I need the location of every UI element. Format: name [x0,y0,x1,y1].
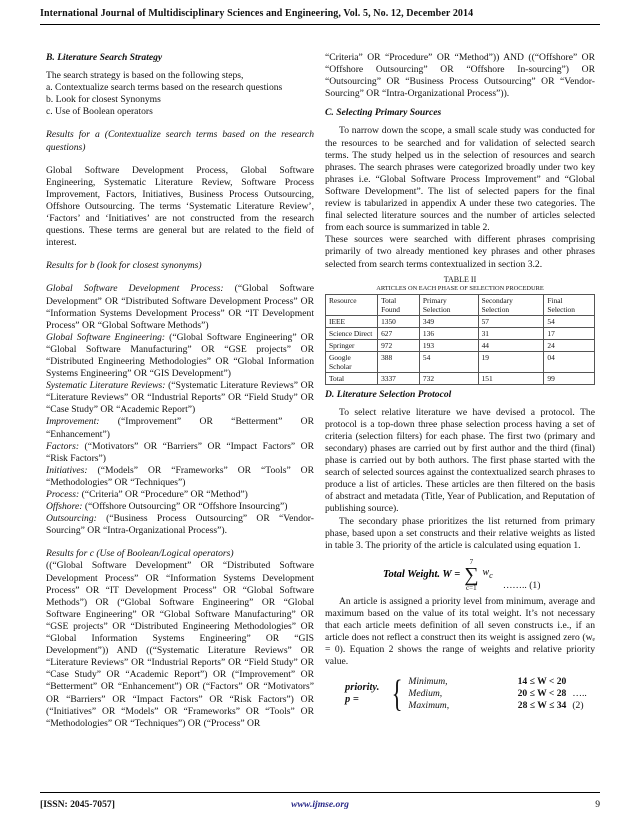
table-cell: 31 [478,327,544,339]
summation-symbol: 7 ∑ c=1 [464,557,479,592]
table-cell: 19 [478,351,544,372]
synonym-entry: Offshore: (“Offshore Outsourcing” OR “Offshore Insourcing”) [46,501,288,513]
table-row [326,315,595,327]
table-cell: 04 [544,351,595,372]
table-cell: 57 [478,315,544,327]
table-cell: 17 [544,327,595,339]
synonym-entry: Improvement: (“Improvement” OR “Betterment” OR “Enhancement”) [46,416,314,440]
table-subtitle: ARTICLES ON EACH PHASE OF SELECTION PROCEDURE [376,284,544,292]
paragraph-d1: To select relative literature we have devised a protocol. The protocol is a top-down three phase selection process having a set of criteria (selection filters) for each phase. The first two (primary and secondary) phases are carried out by first author and the third (final) phase is carried out by both authors. The first phase started with the search of selected sources against the contextualized search phrases to produce a list of articles. These articles are then filtered on the basis of abstract and metadata (Title, Year of Publication, and Reputation of publishing source). [325,406,595,515]
boolean-query: ((“Global Software Development” OR “Distributed Software Development Process” OR “Information Systems Development Process” OR “IT Development Process” OR “Global Software Methods”) OR (“Global Software Engineering” OR “Global Software Engineering” OR “Global Software Manufacturing” OR “GSE projects” OR “Distributed Engineering Methodologies” OR “Global Information Systems Engineering” OR “GIS Development”)) AND ((“Systematic Literature Reviews” OR “Literature Reviews” OR “Industrial Reports” OR “Field Study” OR “Case Study” OR “Academic Report”) OR (“Improvement” OR “Betterment” OR “Enhancement”) OR (“Factors” OR “Motivators” OR “Barriers” OR “Impact Factors” OR “Risk Factors”) OR (“Initiatives” OR “Models” OR “Frameworks” OR “Tools” OR “Methodologies” OR “Techniques”) OR (“Process” OR [46,560,314,729]
table-cell: Total [326,372,378,384]
table-cell: 732 [419,372,478,384]
page-number: 9 [595,799,600,810]
table-cell: 349 [419,315,478,327]
table-header-cell: Resource [326,294,378,315]
table-cell: Springer [326,339,378,351]
equation-1-number: …….. (1) [502,579,541,591]
left-column [46,52,314,730]
search-strategy-steps [46,70,314,118]
synonym-entry: Factors: (“Motivators” OR “Barriers” OR “Impact Factors” OR “Risk Factors”) [46,440,314,464]
section-heading-c: C. Selecting Primary Sources [325,107,442,119]
table-cell: 193 [419,339,478,351]
table-header-cell: Secondary Selection [478,294,544,315]
table-cell: 972 [378,339,420,351]
priority-cases [408,676,566,712]
journal-header: International Journal of Multidisciplinary Sciences and Engineering, Vol. 5, No. 12, December 2014 [40,8,474,19]
right-column [325,52,595,716]
table-cell: IEEE [326,315,378,327]
priority-case: Medium, 20 ≤ W < 28 [408,688,567,700]
table-row [326,351,595,372]
synonym-list [46,283,314,537]
table-cell: 627 [378,327,420,339]
table-cell: 54 [419,351,478,372]
synonym-entry: Global Software Development Process: (“Global Software Development” OR “Distributed Software Development Process” OR “Information Systems Development Process” OR “IT Development Process” OR “Global Software Methods”) [46,283,314,331]
synonym-entry: Global Software Engineering: (“Global Software Engineering” OR “Global Software Manufacturing” OR “GSE projects” OR “Distributed Engineering Methodologies” OR “Global Information Systems Engineering” OR “GIS Development”) [46,331,314,380]
table-cell: 1350 [378,315,420,327]
table-cell: 388 [378,351,420,372]
boolean-query-continued: “Criteria” OR “Procedure” OR “Method”)) AND ((“Offshore” OR “Offshore Outsourcing” OR “Offshore In-sourcing”) OR “Outsourcing” OR “Business Process Outsourcing” OR “Vendor-Sourcing” OR “Intra-Organizational Process”)). [325,52,595,100]
equation-1-lhs: Total Weight. W = [383,568,461,580]
equation-2-lhs: priority. p = [345,682,380,706]
table-cell: 136 [419,327,478,339]
table-cell: Science Direct [326,327,378,339]
selection-table [325,294,595,385]
results-b-heading: Results for b (look for closest synonyms) [46,260,202,272]
paragraph-d3: An article is assigned a priority level from minimum, average and maximum based on the value of its total weight. It’s not necessary that each article meets definition of all seven constructs i.e., if an article does not reflect a construct then its weight is assigned zero (wₑ = 0). Equation 2 shows the range of weights and relative priority value. [325,595,595,668]
section-heading-b: B. Literature Search Strategy [46,52,163,63]
priority-case: Maximum, 28 ≤ W ≤ 34 [408,700,567,712]
table-cell: 54 [544,315,595,327]
synonym-entry: Process: (“Criteria” OR “Procedure” OR “Method”) [46,489,248,500]
section-heading-d: D. Literature Selection Protocol [325,388,452,400]
equation-2 [345,673,595,716]
paragraph-c1: To narrow down the scope, a small scale study was conducted for the resources to be searched and for validation of selected search terms. The study helped us in the selection of resources and search phrases. The search phrases were categorized broadly under two key phrases i.e. “Global Software Process Improvement” and “Global Software Development”. The list of selected papers for the final review is tabularized in appendix A under these two categories. The final selected literature sources and the number of articles selected from each source is summarized in table 2. [325,125,595,234]
footer-rule [40,792,600,793]
table-row [326,372,595,384]
synonym-entry: Outsourcing: (“Business Process Outsourcing” OR “Vendor-Sourcing” OR “Intra-Organizational Process”). [46,513,314,537]
weight-term: $w_c$ [482,567,493,581]
table-cell: 99 [544,372,595,384]
table-header-cell: Final Selection [544,294,595,315]
table-cell: 3337 [378,372,420,384]
results-a-text: Global Software Development Process, Global Software Engineering, Systematic Literature Review, Software Process Improvement, Factors, Initiatives, Business Process Outsourcing, Offshore Outsourcing. The terms ‘Systematic Literature Review’, ‘Factors’ and ‘Initiatives’ are not constructed from the research questions. These terms are general but are related to the field of interest. [46,164,314,249]
paragraph-d2: The secondary phase prioritizes the list returned from primary phase, based upon a set constructs and their relative weights as listed in table 3. The priority of the article is calculated using equation 1. [325,515,595,551]
table-header-row [326,294,595,315]
table-header-cell: Total Found [378,294,420,315]
intro-line: c. Use of Boolean operators [46,106,153,118]
journal-website-link[interactable]: www.ijmse.org [291,799,349,810]
table-row [326,339,595,351]
intro-line: b. Look for closest Synonyms [46,94,161,106]
results-c-heading: Results for c (Use of Boolean/Logical operators) [46,548,234,560]
issn: [ISSN: 2045-7057] [40,799,115,810]
table-cell: 24 [544,339,595,351]
table-header-cell: Primary Selection [419,294,478,315]
paragraph-c2: These sources were searched with different phrases comprising primarily of two already mentioned key phrases and other phrases selected from search terms contextualized in section 3.2. [325,234,595,270]
synonym-entry: Systematic Literature Reviews: (“Systematic Literature Reviews” OR “Literature Reviews” OR “Industrial Reports” OR “Field Study” OR “Case Study” OR “Academic Report”) [46,380,314,416]
equation-1 [325,558,595,592]
intro-line: a. Contextualize search terms based on the research questions [46,82,283,94]
header-rule [40,24,600,25]
results-a-heading: Results for a (Contextualize search terms based on the research questions) [46,129,314,153]
priority-case: Minimum, 14 ≤ W < 20 [408,676,567,688]
intro-line: The search strategy is based on the following steps, [46,70,244,82]
table-cell: 151 [478,372,544,384]
synonym-entry: Initiatives: (“Models” OR “Frameworks” OR “Tools” OR “Methodologies” OR “Techniques”) [46,464,314,488]
equation-2-number: ….. (2) [572,688,587,712]
table-row [326,327,595,339]
table-title: TABLE II [443,274,477,284]
table-cell: 44 [478,339,544,351]
table-cell: Google Scholar [326,351,378,372]
left-brace-icon: { [391,673,403,716]
